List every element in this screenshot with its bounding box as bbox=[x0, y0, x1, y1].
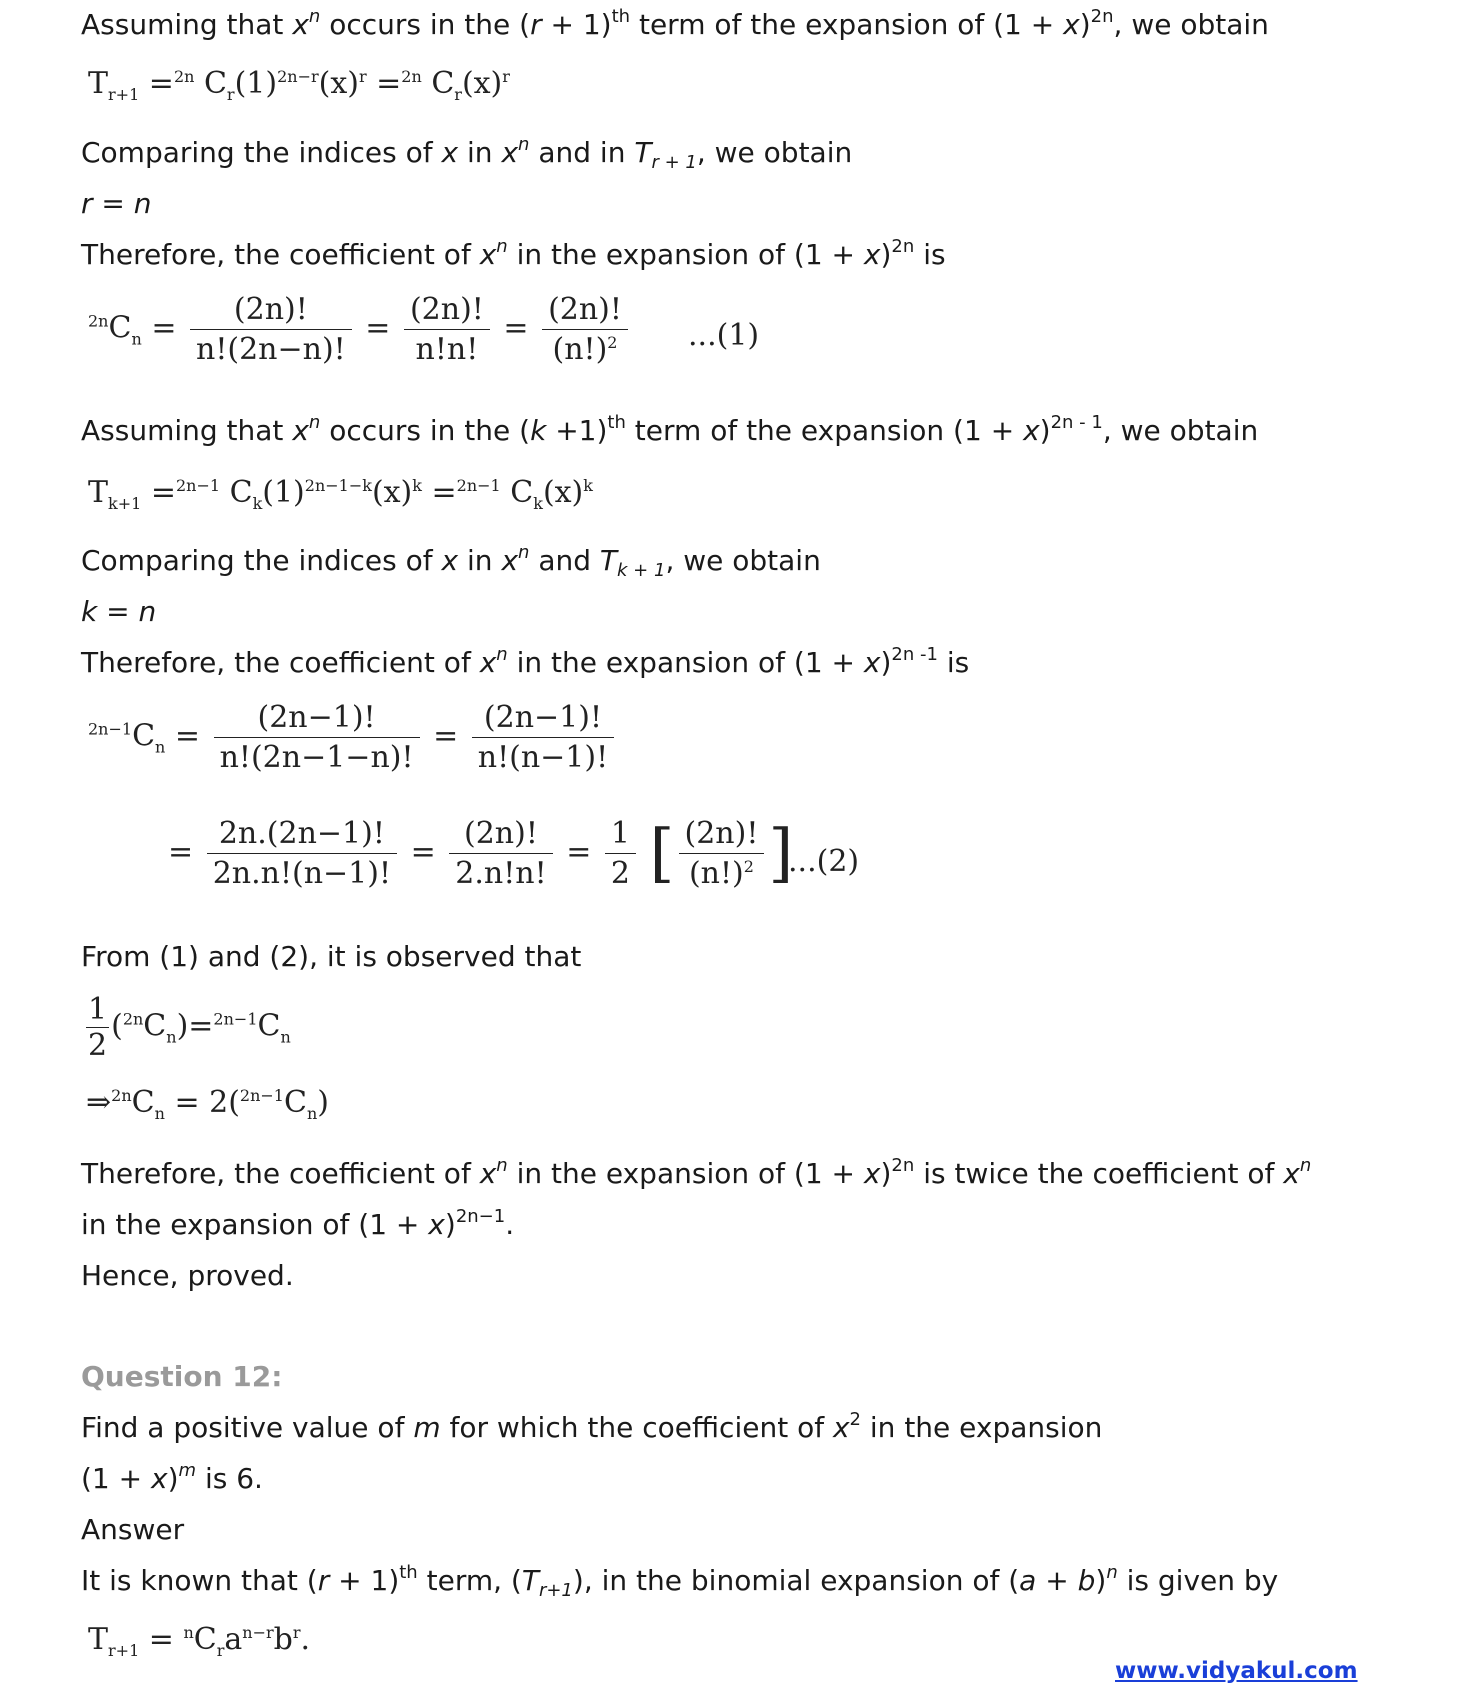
equation-simplification: = $\frac{2n.(2n-1)!}{2n.n!(n-1)!}$ = $\frac{(2n)!}{2.n!n!}$ = $\frac{1}{2}$ [ $\frac{(2n)!}{(n!)^2}$ ] bbox=[168, 816, 794, 891]
equation-general-term: $T_{r+1} = ^nC_ra^{n-r}b^r$. bbox=[88, 1622, 311, 1660]
text-line-5: Assuming that $x^n$ occurs in the $(k +1)^{th}$ term of the expansion $(1 + x)^{2n - 1}$, we obtain bbox=[81, 412, 1259, 447]
equation-relation-half: $\frac{1}{2}$ $(^{2n}C_n)=^{2n-1}C_n$ bbox=[88, 992, 291, 1063]
text-line-4: Therefore, the coefficient of $x^n$ in the expansion of $(1 + x)^{2n}$ is bbox=[81, 236, 946, 271]
equation-tag-2: ...(2) bbox=[788, 844, 860, 879]
equation-coefficient-2n-1: $^{2n-1}C_n$ = $\frac{(2n-1)!}{n!(2n-1-n)!}$ = $\frac{(2n-1)!}{n!(n-1)!}$ bbox=[88, 700, 618, 775]
text-line-8: Therefore, the coefficient of $x^n$ in the expansion of $(1 + x)^{2n -1}$ is bbox=[81, 644, 970, 679]
text-line-7: k = n bbox=[81, 595, 157, 628]
equation-term-r: $T_{r+1} =^{2n}$ $C_r(1)^{2n-r}(x)^r =^{2n}$ $C_r(x)^r$ bbox=[88, 66, 510, 104]
text-line-3: r = n bbox=[81, 187, 152, 220]
equation-term-k: $T_{k+1} =^{2n-1}$ $C_k(1)^{2n-1-k}(x)^k =^{2n-1}$ $C_k(x)^k$ bbox=[88, 475, 593, 513]
text-line-9: From (1) and (2), it is observed that bbox=[81, 940, 582, 973]
answer-label: Answer bbox=[81, 1513, 185, 1546]
question-line-1: Find a positive value of m for which the coefficient of $x^2$ in the expansion bbox=[81, 1409, 1103, 1444]
answer-line-1: It is known that $(r + 1)^{th}$ term, $(T_{r+1})$, in the binomial expansion of $(a + b)^n$ is given by bbox=[81, 1562, 1279, 1601]
footer-link-vidyakul[interactable]: www.vidyakul.com bbox=[1115, 1658, 1358, 1684]
question-line-2: $(1 + x)^m$ is 6. bbox=[81, 1460, 263, 1495]
equation-relation-twice: $\Rightarrow^{2n}C_n = 2(^{2n-1}C_n)$ bbox=[86, 1085, 329, 1123]
equation-coefficient-2n: $^{2n}C_n$ = $\frac{(2n)!}{n!(2n-n)!}$ = $\frac{(2n)!}{n!n!}$ = $\frac{(2n)!}{(n!)^2}$ bbox=[88, 292, 632, 367]
equation-tag-1: ...(1) bbox=[688, 318, 760, 353]
text-line-2: Comparing the indices of x in $x^n$ and in $T_{r + 1}$, we obtain bbox=[81, 134, 853, 173]
question-heading: Question 12: bbox=[81, 1360, 283, 1393]
text-line-11: in the expansion of $(1 + x)^{2n-1}$. bbox=[81, 1206, 515, 1241]
text-line-12: Hence, proved. bbox=[81, 1259, 294, 1292]
text-line-1: Assuming that $x^n$ occurs in the $(r + 1)^{th}$ term of the expansion of $(1 + x)^{2n}$, we obtain bbox=[81, 6, 1269, 41]
text-line-10: Therefore, the coefficient of $x^n$ in the expansion of $(1 + x)^{2n}$ is twice the coefficient of $x^n$ bbox=[81, 1155, 1312, 1190]
text-line-6: Comparing the indices of x in $x^n$ and $T_{k + 1}$, we obtain bbox=[81, 542, 821, 581]
